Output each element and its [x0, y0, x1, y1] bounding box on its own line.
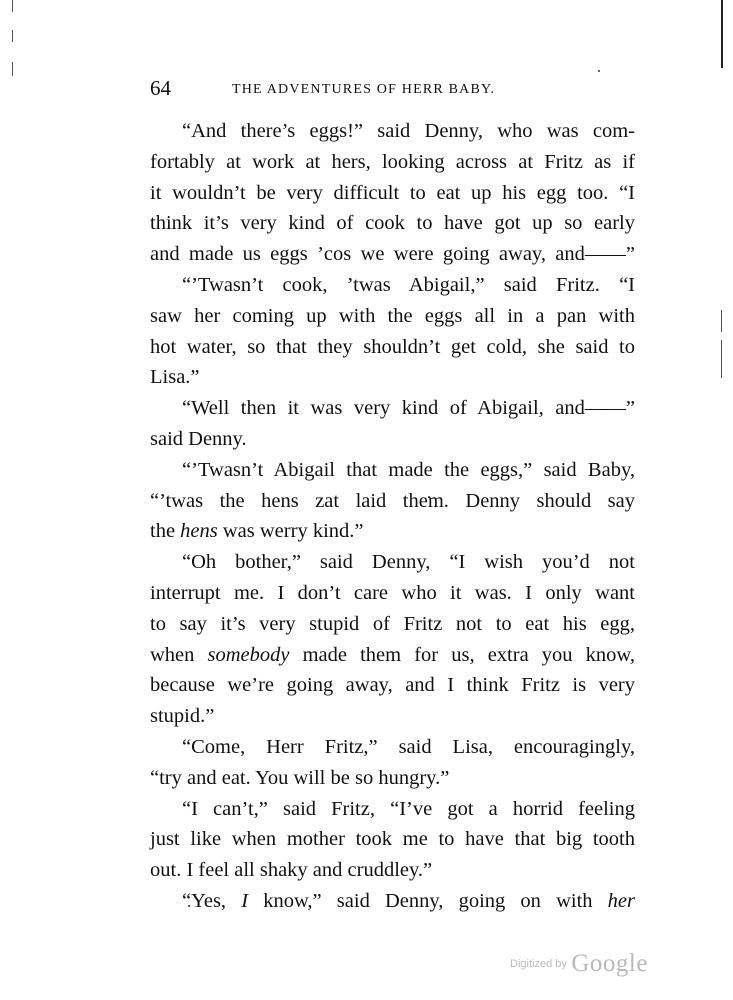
text-line: “Come, Herr Fritz,” said Lisa, encouragingly, [182, 735, 635, 758]
text-line: “I can’t,” said Fritz, “I’ve got a horrid feeling [182, 797, 635, 820]
text-line [150, 886, 635, 917]
text-line: out. I feel all shaky and cruddley.” [150, 859, 433, 882]
text-line: “’Twasn’t cook, ’twas Abigail,” said Fritz. “I [182, 273, 635, 296]
italic-emphasis: I [241, 889, 249, 912]
scan-mark [721, 340, 722, 378]
text-line: “’Twasn’t Abigail that made the eggs,” said Baby, [182, 458, 635, 481]
scan-mark [12, 62, 13, 76]
text-line: “’twas the hens zat laid them. Denny should say [150, 489, 635, 512]
text-line: Lisa.” [150, 366, 200, 389]
page-body-text [150, 116, 635, 917]
italic-emphasis: somebody [207, 643, 290, 666]
text-line: “Oh bother,” said Denny, “I wish you’d not [182, 551, 635, 574]
text-segment: the [150, 520, 181, 543]
text-line: “Well then it was very kind of Abigail, and——” [182, 397, 635, 420]
scan-mark [721, 310, 722, 332]
text-line [150, 516, 635, 547]
scan-mark [12, 0, 13, 12]
scan-edge-line [721, 0, 723, 68]
text-line: think it’s very kind of cook to have got up so early [150, 212, 635, 235]
text-segment: made them for us, extra you know, [289, 643, 635, 666]
text-line: “try and eat. You will be so hungry.” [150, 766, 450, 789]
text-line: to say it’s very stupid of Fritz not to eat his egg, [150, 612, 635, 635]
text-line [150, 640, 635, 671]
text-line: said Denny. [150, 427, 247, 450]
text-line: because we’re going away, and I think Fritz is very [150, 674, 635, 697]
text-line: hot water, so that they shouldn’t get cold, she said to [150, 335, 635, 358]
text-line: fortably at work at hers, looking across at Fritz as if [150, 150, 635, 173]
text-line: interrupt me. I don’t care who it was. I only want [150, 581, 635, 604]
text-line: “And there’s eggs!” said Denny, who was com- [182, 120, 635, 142]
text-line: just like when mother took me to have that big tooth [150, 828, 635, 851]
text-segment: when [150, 643, 208, 666]
running-title: THE ADVENTURES OF HERR BABY. [232, 82, 496, 97]
text-line: saw her coming up with the eggs all in a pan with [150, 304, 635, 327]
text-segment: was werry kind.” [217, 520, 364, 543]
text-line: stupid.” [150, 705, 215, 728]
google-wordmark: Google [571, 950, 648, 977]
scan-speck [598, 70, 600, 72]
text-segment: know,” said Denny, going on with [248, 889, 608, 912]
italic-emphasis: hens [180, 520, 218, 543]
italic-emphasis: her [607, 889, 635, 912]
text-line: it wouldn’t be very difficult to eat up his egg too. “I [150, 181, 635, 204]
scan-mark [12, 30, 13, 42]
text-line: and made us eggs ’cos we were going away, and——” [150, 243, 635, 266]
digitized-by-label: Digitized by [510, 958, 567, 970]
digitized-watermark [510, 950, 648, 978]
page-number: 64 [150, 76, 171, 100]
text-segment: “Yes, [182, 889, 242, 912]
